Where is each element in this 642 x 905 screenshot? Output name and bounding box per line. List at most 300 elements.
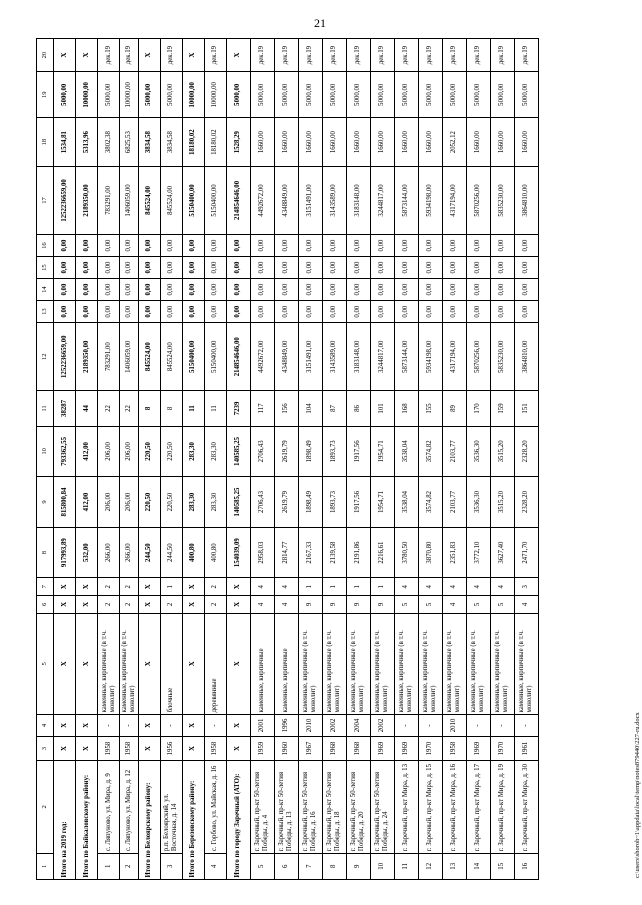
table-cell: 1406059,00 (120, 323, 139, 391)
table-cell: Х (226, 596, 250, 614)
table-cell: 3802,38 (98, 118, 120, 166)
table-cell: 0,00 (466, 301, 490, 323)
address-cell: г. Заречный, пр-кт Мира, д. 19 (490, 761, 514, 853)
total-label: Итого по городу Заречный (АТО): (226, 761, 250, 880)
table-cell: 283,30 (182, 477, 204, 528)
table-cell: 1660,00 (394, 118, 418, 166)
header-cell: 14 (37, 279, 54, 301)
total-row (138, 39, 160, 880)
table-row (298, 39, 322, 880)
table-cell: 1660,00 (490, 118, 514, 166)
table-cell: Х (76, 39, 98, 72)
table-cell: 0,00 (322, 301, 346, 323)
table-cell: Х (182, 736, 204, 760)
table-cell: 412,00 (76, 426, 98, 477)
table-cell: 244,50 (160, 527, 182, 578)
table-cell: 2 (120, 578, 139, 596)
table-cell: дек.19 (98, 39, 120, 72)
table-cell: 1917,56 (346, 477, 370, 528)
table-cell: 117 (250, 391, 274, 426)
table-cell: каменные, кирпичные (в т.ч. монолит) (466, 613, 490, 714)
table-cell: 0,00 (274, 301, 298, 323)
table-cell: 845524,00 (160, 323, 182, 391)
table-cell: 2004 (346, 714, 370, 736)
table-cell: 1893,73 (322, 477, 346, 528)
table-cell: 5934198,00 (418, 323, 442, 391)
table-cell: 4 (418, 578, 442, 596)
table-cell: 1252236659,00 (54, 323, 76, 391)
table-cell: дек.19 (298, 39, 322, 72)
total-row (182, 39, 204, 880)
table-cell: 1969 (370, 736, 394, 760)
table-cell: 1252236659,00 (54, 166, 76, 234)
table-cell: 2 (160, 596, 182, 614)
table-cell: 206,00 (120, 426, 139, 477)
table-cell: 1996 (274, 714, 298, 736)
address-cell: г. Заречный, пр-кт 50-летия Победы, д. 13 (274, 761, 298, 853)
table-cell: 2 (120, 853, 139, 879)
table-cell: 3538,04 (394, 426, 418, 477)
table-cell: 89 (442, 391, 466, 426)
table-cell: 159 (490, 391, 514, 426)
header-cell: 8 (37, 527, 54, 578)
table-cell: 2706,43 (250, 477, 274, 528)
header-cell: 16 (37, 235, 54, 257)
table-cell: 0,00 (138, 279, 160, 301)
table-cell: Х (226, 714, 250, 736)
table-cell: 16 (514, 853, 538, 879)
table-cell: Х (138, 39, 160, 72)
header-cell: 20 (37, 39, 54, 72)
table-cell: 532,00 (76, 527, 98, 578)
table-cell: 5150400,00 (204, 323, 226, 391)
table-row (120, 39, 139, 880)
table-cell: 4 (204, 853, 226, 879)
table-cell: 5 (466, 596, 490, 614)
table-cell: 0,00 (98, 301, 120, 323)
table-row (274, 39, 298, 880)
table-cell: дек.19 (346, 39, 370, 72)
table-cell: 4 (514, 596, 538, 614)
table-cell: 0,00 (346, 257, 370, 279)
table-cell: 266,00 (98, 527, 120, 578)
table-cell: 9 (322, 596, 346, 614)
table-cell: 2216,61 (370, 527, 394, 578)
table-cell: 0,00 (298, 279, 322, 301)
table-cell: 3834,58 (160, 118, 182, 166)
table-cell: 5000,00 (370, 72, 394, 118)
table-cell: 2052,12 (442, 118, 466, 166)
table-cell: 4 (394, 578, 418, 596)
table-cell: 5835230,00 (490, 166, 514, 234)
table-cell: дек.19 (160, 39, 182, 72)
table-cell: 5934198,00 (418, 166, 442, 234)
table-cell: 4492672,00 (250, 323, 274, 391)
table-cell: 1967 (298, 736, 322, 760)
table-cell: Х (54, 39, 76, 72)
table-cell: Х (138, 714, 160, 736)
table-cell: 15 (490, 853, 514, 879)
table-cell: 5000,00 (394, 72, 418, 118)
table-cell: 2471,70 (514, 527, 538, 578)
table-cell: 4348849,00 (274, 166, 298, 234)
table-cell: Х (54, 736, 76, 760)
address-cell: г. Заречный, пр-кт Мира, д. 13 (394, 761, 418, 853)
table-cell: 22 (98, 391, 120, 426)
table-row (204, 39, 226, 880)
table-cell: 4 (274, 596, 298, 614)
table-cell: - (160, 714, 182, 736)
table-cell: Х (76, 714, 98, 736)
table-cell: 412,00 (76, 477, 98, 528)
table-cell: 400,80 (182, 527, 204, 578)
address-cell: г. Заречный, пр-кт Мира, д. 16 (442, 761, 466, 853)
table-cell: 9 (370, 596, 394, 614)
table-cell: 220,50 (160, 477, 182, 528)
table-cell: 845524,00 (138, 323, 160, 391)
table-cell: 5873144,00 (394, 166, 418, 234)
table-cell: 140585,25 (226, 426, 250, 477)
table-cell: 3772,10 (466, 527, 490, 578)
table-cell: деревянные (204, 613, 226, 714)
table-cell: 0,00 (442, 301, 466, 323)
table-cell: 1956 (160, 736, 182, 760)
table-cell: 3574,82 (418, 426, 442, 477)
table-cell: 0,00 (250, 235, 274, 257)
table-cell: 12 (418, 853, 442, 879)
table-cell: 5150400,00 (182, 166, 204, 234)
table-cell: 3864810,00 (514, 323, 538, 391)
table-cell: 151 (514, 391, 538, 426)
table-cell: 0,00 (76, 301, 98, 323)
table-cell: 1960 (274, 736, 298, 760)
table-cell: 0,00 (98, 235, 120, 257)
table-cell: 5000,00 (466, 72, 490, 118)
table-cell: каменные, кирпичные (в т.ч. монолит) (120, 613, 139, 714)
table-cell: 0,00 (394, 279, 418, 301)
table-cell: 0,00 (182, 257, 204, 279)
table-cell: Х (182, 596, 204, 614)
table-cell: 2001 (250, 714, 274, 736)
table-cell: каменные, кирпичные (в т.ч. монолит) (442, 613, 466, 714)
table-row (346, 39, 370, 880)
table-cell: 10000,00 (204, 72, 226, 118)
table-cell: 5000,00 (54, 72, 76, 118)
table-cell: 0,00 (250, 257, 274, 279)
table-cell: 4317194,00 (442, 323, 466, 391)
table-cell: 5870256,00 (466, 166, 490, 234)
table-cell: 3864810,00 (514, 166, 538, 234)
header-cell: 19 (37, 72, 54, 118)
table-cell: 0,00 (120, 279, 139, 301)
table-cell: 4492672,00 (250, 166, 274, 234)
table-cell: 244,50 (138, 527, 160, 578)
table-cell: 0,00 (466, 279, 490, 301)
table-cell: - (490, 714, 514, 736)
address-cell: г. Заречный, пр-кт Мира, д. 15 (418, 761, 442, 853)
table-cell: 0,00 (226, 301, 250, 323)
table-cell: 5150400,00 (182, 323, 204, 391)
table-cell: 0,00 (298, 235, 322, 257)
table-cell: Х (138, 613, 160, 714)
table-cell: 10000,00 (76, 72, 98, 118)
table-cell: Х (76, 613, 98, 714)
table-cell: 0,00 (442, 279, 466, 301)
table-cell: 0,00 (442, 235, 466, 257)
table-cell: 5835230,00 (490, 323, 514, 391)
table-cell: 5000,00 (490, 72, 514, 118)
table-row (466, 39, 490, 880)
table-cell: 1 (160, 578, 182, 596)
table-cell: 3244817,00 (370, 166, 394, 234)
table-cell: 0,00 (54, 279, 76, 301)
table-cell: 8 (138, 391, 160, 426)
table-cell: 168 (394, 391, 418, 426)
table-cell: 5000,00 (274, 72, 298, 118)
table-cell: 0,00 (160, 279, 182, 301)
table-cell: 5000,00 (442, 72, 466, 118)
table-cell: 0,00 (394, 301, 418, 323)
table-cell: Х (138, 736, 160, 760)
header-cell: 5 (37, 613, 54, 714)
table-cell: 0,00 (204, 301, 226, 323)
housing-repair-table (36, 38, 539, 880)
table-cell: 1660,00 (322, 118, 346, 166)
table-cell: 11 (204, 391, 226, 426)
table-cell: 0,00 (76, 279, 98, 301)
table-cell: 0,00 (160, 235, 182, 257)
table-cell: 5000,00 (226, 72, 250, 118)
table-cell: дек.19 (204, 39, 226, 72)
table-cell: Х (182, 578, 204, 596)
table-cell: 2 (204, 578, 226, 596)
table-cell: 0,00 (54, 235, 76, 257)
table-cell: Х (138, 596, 160, 614)
table-cell: 156 (274, 391, 298, 426)
table-cell: 0,00 (298, 301, 322, 323)
table-body (37, 39, 539, 880)
table-cell: 9 (346, 853, 370, 879)
table-cell: 13 (442, 853, 466, 879)
table-cell: 0,00 (138, 257, 160, 279)
address-cell: г. Заречный, пр-кт Мира, д. 30 (514, 761, 538, 853)
table-cell: 0,00 (322, 279, 346, 301)
table-cell: 3 (160, 853, 182, 879)
table-cell: 0,00 (274, 235, 298, 257)
table-cell: 0,00 (274, 257, 298, 279)
table-cell: 0,00 (322, 257, 346, 279)
table-cell: 0,00 (490, 279, 514, 301)
address-cell: с. Ляпуново, ул. Мира, д. 12 (120, 761, 139, 853)
table-cell: 4 (442, 578, 466, 596)
table-cell: каменные, кирпичные (в т.ч. монолит) (98, 613, 120, 714)
table-cell: 0,00 (120, 301, 139, 323)
table-cell: 14 (466, 853, 490, 879)
total-row (76, 39, 98, 880)
table-cell: 3574,82 (418, 477, 442, 528)
table-cell: 0,00 (370, 257, 394, 279)
table-cell: 1660,00 (418, 118, 442, 166)
table-cell: 845524,00 (138, 166, 160, 234)
table-cell: дек.19 (466, 39, 490, 72)
table-cell: 5000,00 (346, 72, 370, 118)
table-cell: дек.19 (394, 39, 418, 72)
header-cell: 7 (37, 578, 54, 596)
total-label: Итого по Березовскому району: (182, 761, 204, 880)
table-cell: каменные, кирпичные (в т.ч. монолит) (490, 613, 514, 714)
table-cell: 0,00 (514, 235, 538, 257)
table-cell: 8 (160, 391, 182, 426)
table-cell: 2 (120, 596, 139, 614)
table-cell: 0,00 (76, 235, 98, 257)
table-cell: 1406059,00 (120, 166, 139, 234)
table-cell: 2 (98, 578, 120, 596)
table-cell: 0,00 (394, 257, 418, 279)
table-cell: 4348849,00 (274, 323, 298, 391)
table-cell: 140585,25 (226, 477, 250, 528)
table-cell: 2351,83 (442, 527, 466, 578)
table-cell: 3536,30 (466, 477, 490, 528)
table-cell: 0,00 (98, 279, 120, 301)
table-cell: 2002 (370, 714, 394, 736)
table-cell: 783291,00 (98, 323, 120, 391)
table-cell: каменные, кирпичные (в т.ч. монолит) (298, 613, 322, 714)
table-cell: 0,00 (514, 301, 538, 323)
table-cell: 283,30 (204, 426, 226, 477)
table-cell: 1968 (322, 736, 346, 760)
table-cell: 3244817,00 (370, 323, 394, 391)
table-cell: 0,00 (514, 257, 538, 279)
header-cell: 2 (37, 761, 54, 853)
table-cell: 4317194,00 (442, 166, 466, 234)
table-cell: 18180,02 (204, 118, 226, 166)
table-cell: 0,00 (418, 301, 442, 323)
table-row (322, 39, 346, 880)
table-cell: 3183148,00 (346, 166, 370, 234)
table-cell: 0,00 (226, 279, 250, 301)
table-cell: 3143589,00 (322, 166, 346, 234)
table-cell: Х (138, 578, 160, 596)
table-cell: Х (54, 596, 76, 614)
table-cell: 4 (442, 596, 466, 614)
table-cell: 5000,00 (418, 72, 442, 118)
table-cell: дек.19 (514, 39, 538, 72)
table-cell: 0,00 (490, 257, 514, 279)
table-cell: 1958 (120, 736, 139, 760)
table-cell: Х (182, 39, 204, 72)
table-cell: 104 (298, 391, 322, 426)
table-cell: 1660,00 (274, 118, 298, 166)
table-cell: 0,00 (466, 257, 490, 279)
table-cell: 6 (274, 853, 298, 879)
table-cell: 845524,00 (160, 166, 182, 234)
table-cell: Х (76, 596, 98, 614)
table-cell: 2002 (322, 714, 346, 736)
table-cell: 2706,43 (250, 426, 274, 477)
table-cell: 0,00 (370, 301, 394, 323)
table-cell: 0,00 (346, 235, 370, 257)
table-cell: 917993,89 (54, 527, 76, 578)
table-cell: 5000,00 (514, 72, 538, 118)
table-cell: 0,00 (204, 257, 226, 279)
table-cell: 1 (98, 853, 120, 879)
table-cell: каменные, кирпичные (в т.ч. монолит) (322, 613, 346, 714)
table-cell: дек.19 (418, 39, 442, 72)
table-cell: 815800,84 (54, 477, 76, 528)
table-cell: 2103,77 (442, 426, 466, 477)
table-cell: 5000,00 (98, 72, 120, 118)
table-cell: каменные, кирпичные (274, 613, 298, 714)
table-row (250, 39, 274, 880)
table-cell: 10000,00 (120, 72, 139, 118)
table-cell: каменные, кирпичные (в т.ч. монолит) (346, 613, 370, 714)
table-cell: 783291,00 (98, 166, 120, 234)
table-cell: 0,00 (138, 301, 160, 323)
table-cell: 1534,81 (54, 118, 76, 166)
header-cell: 13 (37, 301, 54, 323)
table-cell: 38287 (54, 391, 76, 426)
table-cell: 5 (394, 596, 418, 614)
table-cell: Х (226, 736, 250, 760)
table-cell: 0,00 (418, 279, 442, 301)
table-cell: 3 (514, 578, 538, 596)
table-cell: 87 (322, 391, 346, 426)
table-cell: дек.19 (490, 39, 514, 72)
table-cell: 1898,49 (298, 426, 322, 477)
table-cell: блочные (160, 613, 182, 714)
table-cell: 86 (346, 391, 370, 426)
table-cell: Х (226, 578, 250, 596)
table-cell: 1898,49 (298, 477, 322, 528)
table-cell: Х (54, 578, 76, 596)
table-cell: 5 (418, 596, 442, 614)
table-cell: дек.19 (250, 39, 274, 72)
table-cell: 2139,58 (322, 527, 346, 578)
table-cell: 1 (346, 578, 370, 596)
table-cell: 283,30 (204, 477, 226, 528)
table-cell: 0,00 (54, 257, 76, 279)
table-cell: Х (226, 613, 250, 714)
header-cell: 3 (37, 736, 54, 760)
header-cell: 6 (37, 596, 54, 614)
total-row (54, 39, 76, 880)
table-cell: 1958 (442, 736, 466, 760)
table-cell: 0,00 (250, 301, 274, 323)
table-cell: 1 (322, 578, 346, 596)
table-cell: 220,50 (138, 477, 160, 528)
table-row (442, 39, 466, 880)
table-cell: - (418, 714, 442, 736)
table-cell: 1954,71 (370, 426, 394, 477)
table-cell: 3183148,00 (346, 323, 370, 391)
table-cell: 2167,33 (298, 527, 322, 578)
table-cell: 0,00 (418, 257, 442, 279)
table-cell: 44 (76, 391, 98, 426)
table-cell: 0,00 (466, 235, 490, 257)
table-cell: 1917,56 (346, 426, 370, 477)
table-cell: 0,00 (490, 235, 514, 257)
table-cell: 4 (466, 578, 490, 596)
table-cell: 2328,20 (514, 477, 538, 528)
table-cell: - (514, 714, 538, 736)
table-cell: 206,00 (120, 477, 139, 528)
table-cell: 0,00 (120, 257, 139, 279)
table-cell: 2010 (442, 714, 466, 736)
table-cell: 1660,00 (298, 118, 322, 166)
table-cell: 5000,00 (160, 72, 182, 118)
table-cell: 2328,20 (514, 426, 538, 477)
header-cell: 4 (37, 714, 54, 736)
